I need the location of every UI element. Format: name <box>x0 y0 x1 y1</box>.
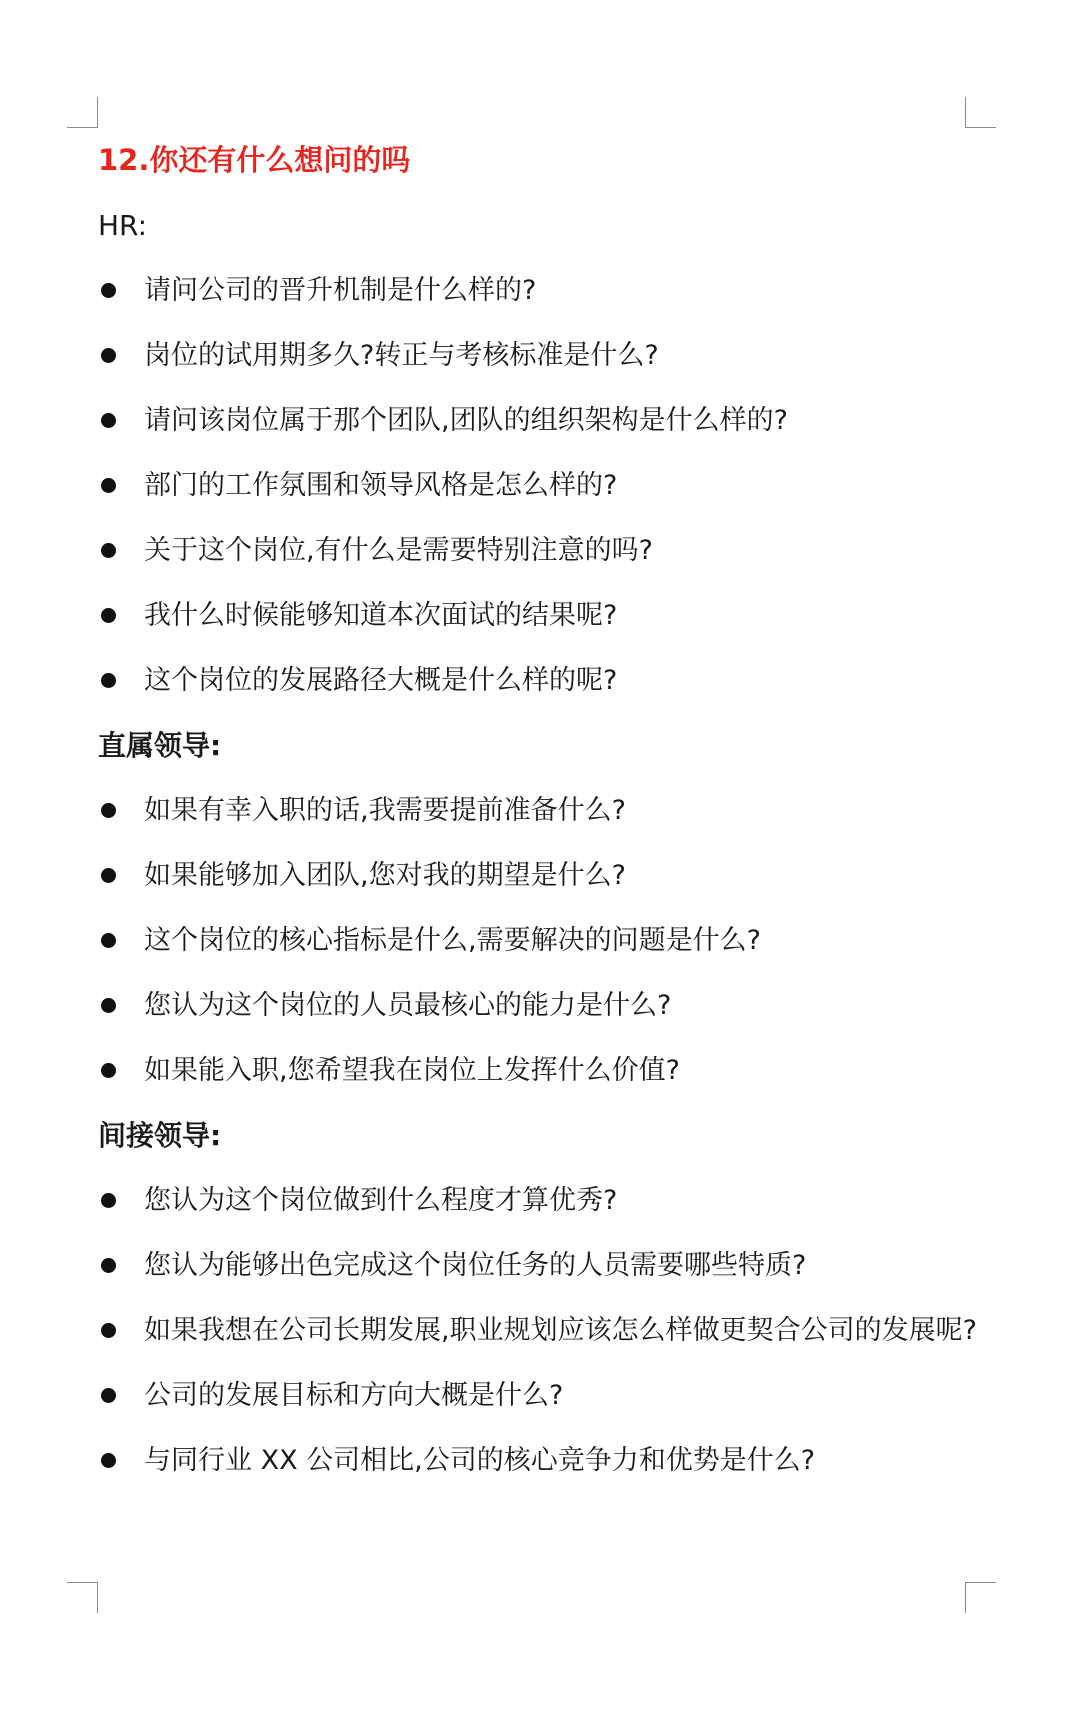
bullet-icon <box>101 1323 116 1338</box>
hr-question-list <box>98 258 978 713</box>
bullet-icon <box>101 933 116 948</box>
list-item: 请问该岗位属于那个团队,团队的组织架构是什么样的? <box>98 388 978 453</box>
list-item: 您认为这个岗位做到什么程度才算优秀? <box>98 1168 978 1233</box>
bullet-icon <box>101 1388 116 1403</box>
bullet-icon <box>101 673 116 688</box>
bullet-icon <box>101 413 116 428</box>
list-item: 如果我想在公司长期发展,职业规划应该怎么样做更契合公司的发展呢? <box>98 1298 978 1363</box>
corner-mark-bottom-left <box>67 1582 98 1613</box>
bullet-icon <box>101 1453 116 1468</box>
page-title: 12.你还有什么想问的吗 <box>98 143 411 177</box>
list-item: 如果能入职,您希望我在岗位上发挥什么价值? <box>98 1038 978 1103</box>
bullet-icon <box>101 1193 116 1208</box>
corner-mark-top-left <box>67 97 98 128</box>
list-item: 与同行业 XX 公司相比,公司的核心竞争力和优势是什么? <box>98 1428 978 1493</box>
bullet-icon <box>101 478 116 493</box>
corner-mark-bottom-right <box>965 1582 996 1613</box>
list-item: 请问公司的晋升机制是什么样的? <box>98 258 978 323</box>
list-item: 这个岗位的核心指标是什么,需要解决的问题是什么? <box>98 908 978 973</box>
bullet-icon <box>101 348 116 363</box>
section-label-hr: HR: <box>98 209 148 242</box>
bullet-icon <box>101 1258 116 1273</box>
direct-leader-question-list <box>98 778 978 1103</box>
list-item: 如果有幸入职的话,我需要提前准备什么? <box>98 778 978 843</box>
list-item: 岗位的试用期多久?转正与考核标准是什么? <box>98 323 978 388</box>
list-item: 部门的工作氛围和领导风格是怎么样的? <box>98 453 978 518</box>
section-label-direct-leader: 直属领导: <box>98 729 222 762</box>
bullet-icon <box>101 608 116 623</box>
document-content <box>98 128 978 1493</box>
list-item: 您认为这个岗位的人员最核心的能力是什么? <box>98 973 978 1038</box>
corner-mark-top-right <box>965 97 996 128</box>
list-item: 如果能够加入团队,您对我的期望是什么? <box>98 843 978 908</box>
bullet-icon <box>101 998 116 1013</box>
list-item: 这个岗位的发展路径大概是什么样的呢? <box>98 648 978 713</box>
indirect-leader-question-list <box>98 1168 978 1493</box>
bullet-icon <box>101 868 116 883</box>
bullet-icon <box>101 803 116 818</box>
list-item: 公司的发展目标和方向大概是什么? <box>98 1363 978 1428</box>
list-item: 关于这个岗位,有什么是需要特别注意的吗? <box>98 518 978 583</box>
bullet-icon <box>101 283 116 298</box>
bullet-icon <box>101 1063 116 1078</box>
section-label-indirect-leader: 间接领导: <box>98 1119 222 1152</box>
bullet-icon <box>101 543 116 558</box>
list-item: 您认为能够出色完成这个岗位任务的人员需要哪些特质? <box>98 1233 978 1298</box>
list-item: 我什么时候能够知道本次面试的结果呢? <box>98 583 978 648</box>
